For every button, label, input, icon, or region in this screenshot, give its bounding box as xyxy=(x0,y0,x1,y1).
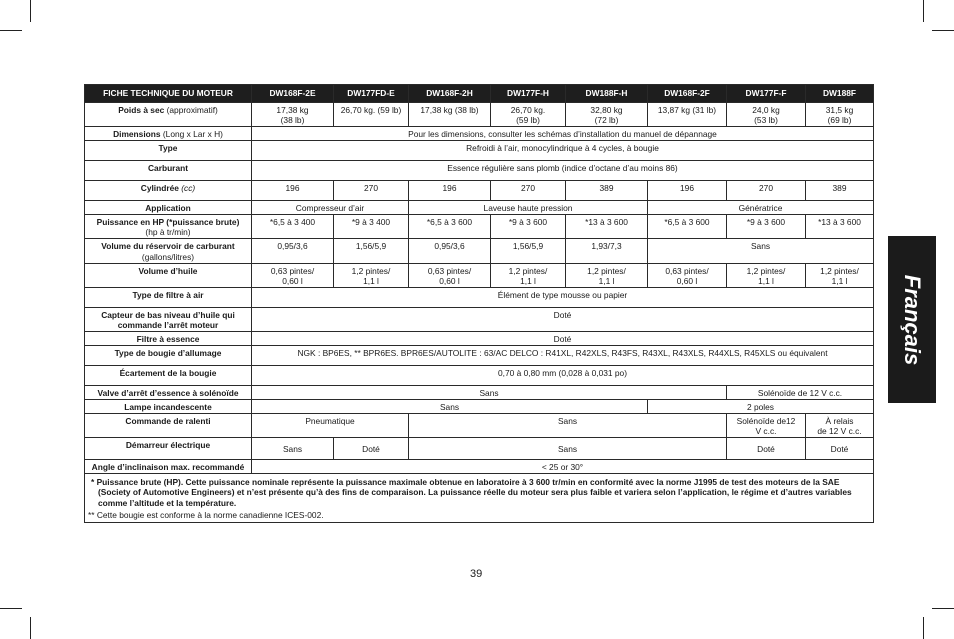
table-cell: NGK : BP6ES, ** BPR6ES. BPR6ES/AUTOLITE : 63/AC DELCO : R41XL, R42XLS, R43FS, R43XL, R43XLS, R44XLS, R45XLS ou équivalent xyxy=(252,346,874,366)
table-row xyxy=(85,161,874,181)
table-cell: Solénoïde de12 V c.c. xyxy=(727,414,806,438)
table-cell: *9 à 3 400 xyxy=(334,215,409,239)
table-row xyxy=(85,201,874,215)
table-cell: 1,56/5,9 xyxy=(334,239,409,263)
table-cell: Sans xyxy=(409,438,727,460)
header-cell: DW177F-F xyxy=(727,85,806,103)
table-cell: 1,93/7,3 xyxy=(566,239,648,263)
table-row xyxy=(85,287,874,307)
table-cell: Pour les dimensions, consulter les schémas d’installation du manuel de dépannage xyxy=(252,127,874,141)
row-label: Angle d’inclinaison max. recommandé xyxy=(85,460,252,474)
table-cell: Sans xyxy=(648,239,874,263)
table-row xyxy=(85,239,874,263)
table-cell: *13 à 3 600 xyxy=(566,215,648,239)
table-row xyxy=(85,103,874,127)
crop-mark xyxy=(0,30,22,31)
table-row xyxy=(85,331,874,345)
footnote-spark-plug: ** Cette bougie est conforme à la norme canadienne ICES-002. xyxy=(88,509,324,520)
row-label: Type de bougie d’allumage xyxy=(85,346,252,366)
table-cell: 13,87 kg (31 lb) xyxy=(648,103,727,127)
table-cell: *9 à 3 600 xyxy=(491,215,566,239)
header-cell: DW168F-2H xyxy=(409,85,491,103)
table-cell: Doté xyxy=(727,438,806,460)
header-cell: DW188F-H xyxy=(566,85,648,103)
table-row xyxy=(85,386,874,400)
table-cell: *6,5 à 3 400 xyxy=(252,215,334,239)
table-cell: 1,56/5,9 xyxy=(491,239,566,263)
row-label: Démarreur électrique xyxy=(85,438,252,460)
row-label: Volume du réservoir de carburant (gallons/litres) xyxy=(85,239,252,263)
table-cell: *6,5 à 3 600 xyxy=(409,215,491,239)
table-cell: Génératrice xyxy=(648,201,874,215)
table-cell: 270 xyxy=(334,181,409,201)
table-cell: 270 xyxy=(727,181,806,201)
table-cell: 270 xyxy=(491,181,566,201)
crop-mark xyxy=(30,617,31,639)
table-cell: 1,2 pintes/ 1,1 l xyxy=(727,263,806,287)
table-cell: Solénoïde de 12 V c.c. xyxy=(727,386,874,400)
language-tab xyxy=(888,236,936,403)
row-label: Cylindrée (cc) xyxy=(85,181,252,201)
table-cell: Sans xyxy=(252,386,727,400)
row-label: Volume d’huile xyxy=(85,263,252,287)
row-label: Puissance en HP (*puissance brute) (hp à tr/min) xyxy=(85,215,252,239)
table-row xyxy=(85,346,874,366)
table-cell: Laveuse haute pression xyxy=(409,201,648,215)
table-cell: 196 xyxy=(409,181,491,201)
row-label: Filtre à essence xyxy=(85,331,252,345)
table-cell: Essence régulière sans plomb (indice d’octane d’au moins 86) xyxy=(252,161,874,181)
table-row xyxy=(85,141,874,161)
crop-mark xyxy=(0,608,22,609)
table-cell: 196 xyxy=(648,181,727,201)
row-label: Type de filtre à air xyxy=(85,287,252,307)
table-cell: 0,63 pintes/ 0,60 l xyxy=(252,263,334,287)
header-cell: FICHE TECHNIQUE DU MOTEUR xyxy=(85,85,252,103)
table-cell: Compresseur d’air xyxy=(252,201,409,215)
table-cell: 1,2 pintes/ 1,1 l xyxy=(334,263,409,287)
crop-mark xyxy=(932,608,954,609)
row-label: Poids à sec (approximatif) xyxy=(85,103,252,127)
crop-mark xyxy=(932,30,954,31)
table-cell: 32,80 kg (72 lb) xyxy=(566,103,648,127)
table-row xyxy=(85,400,874,414)
table-cell: < 25 or 30° xyxy=(252,460,874,474)
table-cell: À relais de 12 V c.c. xyxy=(806,414,874,438)
table-row xyxy=(85,438,874,460)
table-cell: 26,70 kg. (59 lb) xyxy=(334,103,409,127)
row-label: Type xyxy=(85,141,252,161)
table-row xyxy=(85,215,874,239)
table-cell: Doté xyxy=(252,307,874,331)
crop-mark xyxy=(923,617,924,639)
table-row xyxy=(85,127,874,141)
header-cell: DW177FD-E xyxy=(334,85,409,103)
row-label: Dimensions (Long x Lar x H) xyxy=(85,127,252,141)
crop-mark xyxy=(923,0,924,22)
table-cell: Doté xyxy=(334,438,409,460)
table-cell: 24,0 kg (53 lb) xyxy=(727,103,806,127)
footnote-gross-power: * Puissance brute (HP). Cette puissance nominale représente la puissance maximale obtenue en laboratoire à 3 600 tr/min en conformité avec la norme J1995 de test des moteurs de la SAE (Society of Automotive Engineers) et n’est présente qu’à des fins de comparaison. La puissance réelle du moteur sera plus faible et variera selon l’application, le régime et d’autres variables comme l’altitude et la température. xyxy=(91,477,852,508)
table-row xyxy=(85,181,874,201)
table-row xyxy=(85,263,874,287)
table-row xyxy=(85,307,874,331)
crop-mark xyxy=(30,0,31,22)
table-row xyxy=(85,366,874,386)
table-cell: 2 poles xyxy=(648,400,874,414)
table-cell: 389 xyxy=(566,181,648,201)
table-cell: 1,2 pintes/ 1,1 l xyxy=(566,263,648,287)
table-cell: *6,5 à 3 600 xyxy=(648,215,727,239)
row-label: Valve d’arrêt d’essence à solénoïde xyxy=(85,386,252,400)
header-cell: DW168F-2E xyxy=(252,85,334,103)
row-label: Capteur de bas niveau d’huile qui commande l’arrêt moteur xyxy=(85,307,252,331)
row-label: Lampe incandescente xyxy=(85,400,252,414)
row-label: Écartement de la bougie xyxy=(85,366,252,386)
table-cell: 26,70 kg. (59 lb) xyxy=(491,103,566,127)
table-cell: Sans xyxy=(409,414,727,438)
table-cell: Refroidi à l’air, monocylindrique à 4 cycles, à bougie xyxy=(252,141,874,161)
row-label: Application xyxy=(85,201,252,215)
table-row xyxy=(85,414,874,438)
table-cell: Doté xyxy=(252,331,874,345)
table-cell: 0,63 pintes/ 0,60 l xyxy=(648,263,727,287)
table-cell: Élément de type mousse ou papier xyxy=(252,287,874,307)
table-cell: 0,95/3,6 xyxy=(252,239,334,263)
table-cell: 1,2 pintes/ 1,1 l xyxy=(806,263,874,287)
table-cell: 17,38 kg (38 lb) xyxy=(409,103,491,127)
table-cell: 1,2 pintes/ 1,1 l xyxy=(491,263,566,287)
table-header-row xyxy=(85,85,874,103)
row-label: Carburant xyxy=(85,161,252,181)
table-footnotes xyxy=(85,474,874,522)
table-cell: 0,95/3,6 xyxy=(409,239,491,263)
row-label: Commande de ralenti xyxy=(85,414,252,438)
table-cell: 0,70 à 0,80 mm (0,028 à 0,031 po) xyxy=(252,366,874,386)
table-cell: 196 xyxy=(252,181,334,201)
page-number: 39 xyxy=(470,568,483,580)
table-cell: Pneumatique xyxy=(252,414,409,438)
header-cell: DW168F-2F xyxy=(648,85,727,103)
table-cell: 17,38 kg (38 lb) xyxy=(252,103,334,127)
table-cell: Doté xyxy=(806,438,874,460)
table-row xyxy=(85,460,874,474)
table-footnote-row xyxy=(85,474,874,522)
engine-spec-table xyxy=(84,84,874,523)
language-tab-label: Français xyxy=(900,274,925,365)
table-cell: 31,5 kg (69 lb) xyxy=(806,103,874,127)
table-cell: *9 à 3 600 xyxy=(727,215,806,239)
table-cell: 0,63 pintes/ 0,60 l xyxy=(409,263,491,287)
table-cell: 389 xyxy=(806,181,874,201)
header-cell: DW188F xyxy=(806,85,874,103)
table-cell: Sans xyxy=(252,438,334,460)
header-cell: DW177F-H xyxy=(491,85,566,103)
table-cell: *13 à 3 600 xyxy=(806,215,874,239)
table-cell: Sans xyxy=(252,400,648,414)
